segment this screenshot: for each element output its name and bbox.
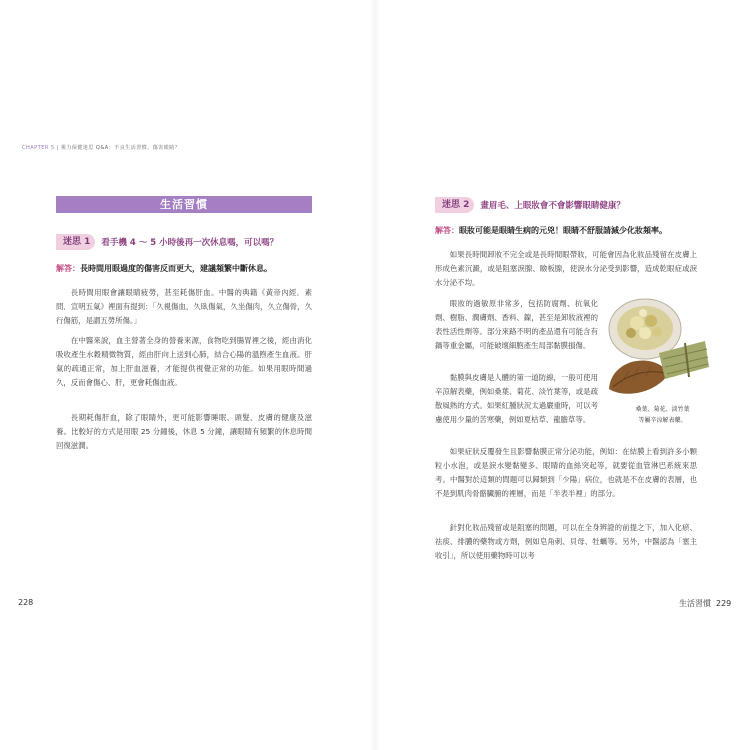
chapter-title: 視力保健迷思 Q&A：不良生活習慣，傷害眼睛？ — [60, 145, 181, 151]
paragraph: 如果長時間卸妝不完全或是長時間眼帶妝，可能會因為化妝品殘留在皮膚上形成色素沉澱，或是阻塞淚腺、瞼板腺，使淚水分泌受到影響，造成乾眼症或淚水分泌不均。 — [435, 250, 697, 287]
answer-label: 解答： — [435, 226, 459, 235]
paragraph: 黏膜與皮膚是人體的第一道防線，一般可使用辛涼解表藥，例如桑葉、菊花、淡竹葉等，或是疏散風熱的方式。如果紅腫狀況太過嚴重時，可以考慮使用少量的苦寒藥，例如夏枯草、龍膽草等。 — [435, 373, 598, 424]
section-title-bar: 生活習慣 — [56, 196, 312, 213]
running-header: CHAPTER 5 | 視力保健迷思 Q&A：不良生活習慣，傷害眼睛？ — [22, 145, 181, 151]
page-number-left: 228 — [18, 598, 34, 607]
paragraph: 眼妝的過敏原非常多，包括防腐劑、抗氧化劑、樹脂、潤膚劑、香料、鎳，甚至是卸妝液裡的表性活性劑等。部分來路不明的產品還有可能含有鍋等重金屬，可能破壞細胞產生局部黏膜損傷。 — [435, 299, 598, 350]
question-text: 畫眉毛、上眼妝會不會影響眼睛健康？ — [480, 201, 625, 211]
paragraph: 針對化妝品殘留或是阻塞的問題，可以在全身辨證的前提之下，加入化瘀、祛痰、排膿的藥物或方劑，例如皂角刺、貝母、牡蠣等。另外，中醫認為「塞主收引」，所以使用藥物時可以考 — [435, 523, 697, 560]
question-2 — [435, 197, 625, 213]
answer-1 — [56, 263, 272, 274]
herb-photo — [601, 297, 711, 405]
page-footer-right — [679, 598, 731, 609]
paragraph: 如果症狀反覆發生且影響黏膜正常分泌功能，例如：在結膜上看到許多小顆粒小水泡，或是淚水變黏變多、眼睛的血絲突起等，就要從血管淋巴系統來思考。中醫對於這類的問題可以歸類到「少陽」病位，也就是不在皮膚的表層，也不是到肌肉骨骼臟腑的裡層，而是「半表半裡」的部分。 — [435, 447, 697, 498]
caption-line: 桑葉、菊花、淡竹葉 — [635, 406, 690, 413]
right-page — [375, 0, 750, 750]
answer-text: 眼妝可能是眼睛生病的元兇！眼睛不舒服請減少化妝頻率。 — [459, 226, 667, 235]
question-1 — [56, 234, 278, 250]
question-text: 看手機 4 ～ 5 小時後再一次休息嗎，可以嗎？ — [101, 238, 279, 248]
answer-2 — [435, 225, 667, 236]
answer-text: 長時間用眼過度的傷害反而更大，建議頻繁中斷休息。 — [80, 264, 272, 273]
caption-line: 等屬辛涼解表藥。 — [638, 417, 687, 424]
page-number-right: 229 — [716, 599, 732, 608]
paragraph: 長時間用眼會讓眼睛疲勞，甚至耗傷肝血。中醫的典籍《黃帝內經．素問．宣明五氣》裡面有提到：「久視傷血，久臥傷氣，久坐傷肉，久立傷骨，久行傷筋，是謂五勞所傷。」 — [56, 288, 312, 325]
chapter-label: CHAPTER 5 — [22, 145, 55, 151]
answer-label: 解答： — [56, 264, 80, 273]
page-label: 生活習慣 — [679, 599, 711, 608]
photo-caption — [615, 404, 710, 426]
question-tag: 迷思 2 — [435, 197, 474, 213]
paragraph: 長期耗傷肝血，除了眼睛外，更可能影響睡眠、頭髮、皮膚的健康及滋養。比較好的方式是用眼 25 分鐘後，休息 5 分鐘，讓眼睛有頻繁的休息時間回復滋潤。 — [56, 413, 312, 450]
question-tag: 迷思 1 — [56, 234, 95, 250]
gutter-shadow — [375, 0, 380, 750]
paragraph: 在中醫來說，血主營著全身的營養來源，食物吃到腸胃裡之後，經由消化吸收產生水穀精微物質，經由肝向上送到心肺，結合心陽的溫煦產生血液。肝氣的疏通正常，加上肝血滋養，才能提供視覺正常的功能。如果用眼時間過久，反而會傷心、肝，更會耗傷血液。 — [56, 336, 312, 387]
